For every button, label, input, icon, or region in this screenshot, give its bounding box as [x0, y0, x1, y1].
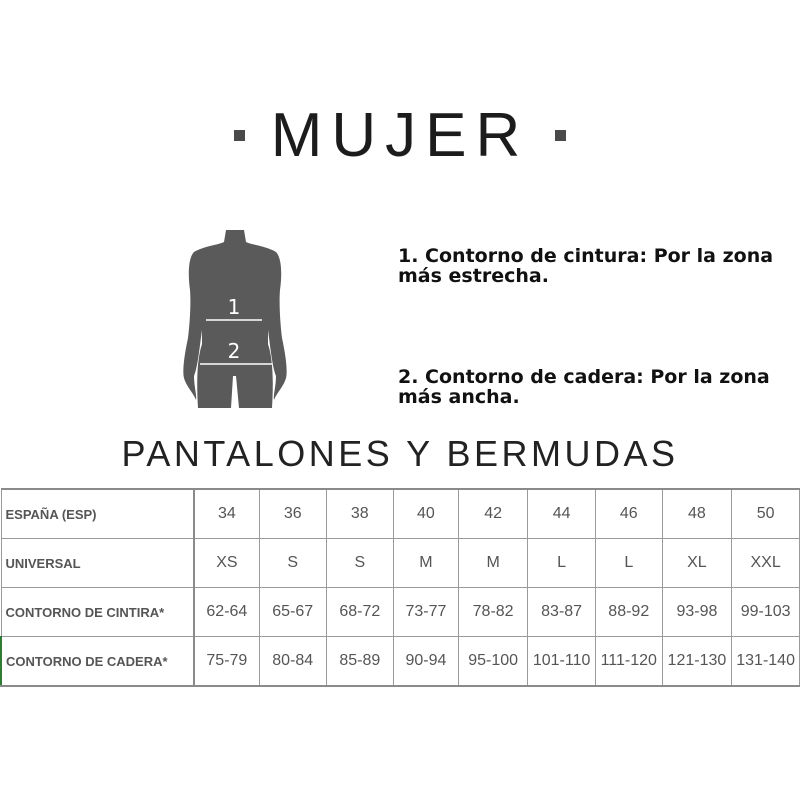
row-label: CONTORNO DE CINTIRA*: [1, 588, 194, 637]
table-cell: 101-110: [528, 637, 596, 687]
row-label: UNIVERSAL: [1, 539, 194, 588]
size-table: [0, 488, 800, 687]
table-cell: 78-82: [458, 588, 527, 637]
table-cell: XXL: [732, 539, 800, 588]
table-cell: 111-120: [595, 637, 662, 687]
table-cell: 65-67: [259, 588, 326, 637]
table-cell: 73-77: [393, 588, 458, 637]
table-cell: 34: [194, 489, 259, 539]
table-cell: S: [259, 539, 326, 588]
table-cell: 93-98: [662, 588, 732, 637]
table-cell: 83-87: [528, 588, 596, 637]
waist-marker-label: 1: [227, 295, 241, 319]
table-cell: 95-100: [458, 637, 527, 687]
table-cell: S: [326, 539, 393, 588]
table-row: [1, 539, 800, 588]
hip-instruction: 2. Contorno de cadera: Por la zona más ancha.: [398, 366, 770, 408]
table-cell: L: [595, 539, 662, 588]
table-cell: 46: [595, 489, 662, 539]
table-cell: 121-130: [662, 637, 732, 687]
table-cell: 36: [259, 489, 326, 539]
table-cell: 48: [662, 489, 732, 539]
table-cell: XS: [194, 539, 259, 588]
table-cell: 131-140: [732, 637, 800, 687]
table-cell: 42: [458, 489, 527, 539]
table-cell: 85-89: [326, 637, 393, 687]
table-cell: XL: [662, 539, 732, 588]
table-cell: 99-103: [732, 588, 800, 637]
title-text: MUJER: [270, 101, 530, 170]
table-row: [1, 588, 800, 637]
table-cell: M: [393, 539, 458, 588]
table-cell: 62-64: [194, 588, 259, 637]
table-cell: M: [458, 539, 527, 588]
row-label: CONTORNO DE CADERA*: [1, 637, 194, 687]
waist-instruction: 1. Contorno de cintura: Por la zona más estrecha.: [398, 245, 774, 287]
table-cell: 75-79: [194, 637, 259, 687]
table-cell: 40: [393, 489, 458, 539]
row-label: ESPAÑA (ESP): [1, 489, 194, 539]
table-cell: L: [528, 539, 596, 588]
table-cell: 68-72: [326, 588, 393, 637]
table-cell: 80-84: [259, 637, 326, 687]
table-row: [1, 637, 800, 687]
table-cell: 90-94: [393, 637, 458, 687]
table-cell: 44: [528, 489, 596, 539]
section-subtitle: PANTALONES Y BERMUDAS: [121, 433, 679, 474]
hip-marker-label: 2: [227, 339, 241, 363]
table-row: [1, 489, 800, 539]
table-cell: 88-92: [595, 588, 662, 637]
table-cell: 38: [326, 489, 393, 539]
table-cell: 50: [732, 489, 800, 539]
